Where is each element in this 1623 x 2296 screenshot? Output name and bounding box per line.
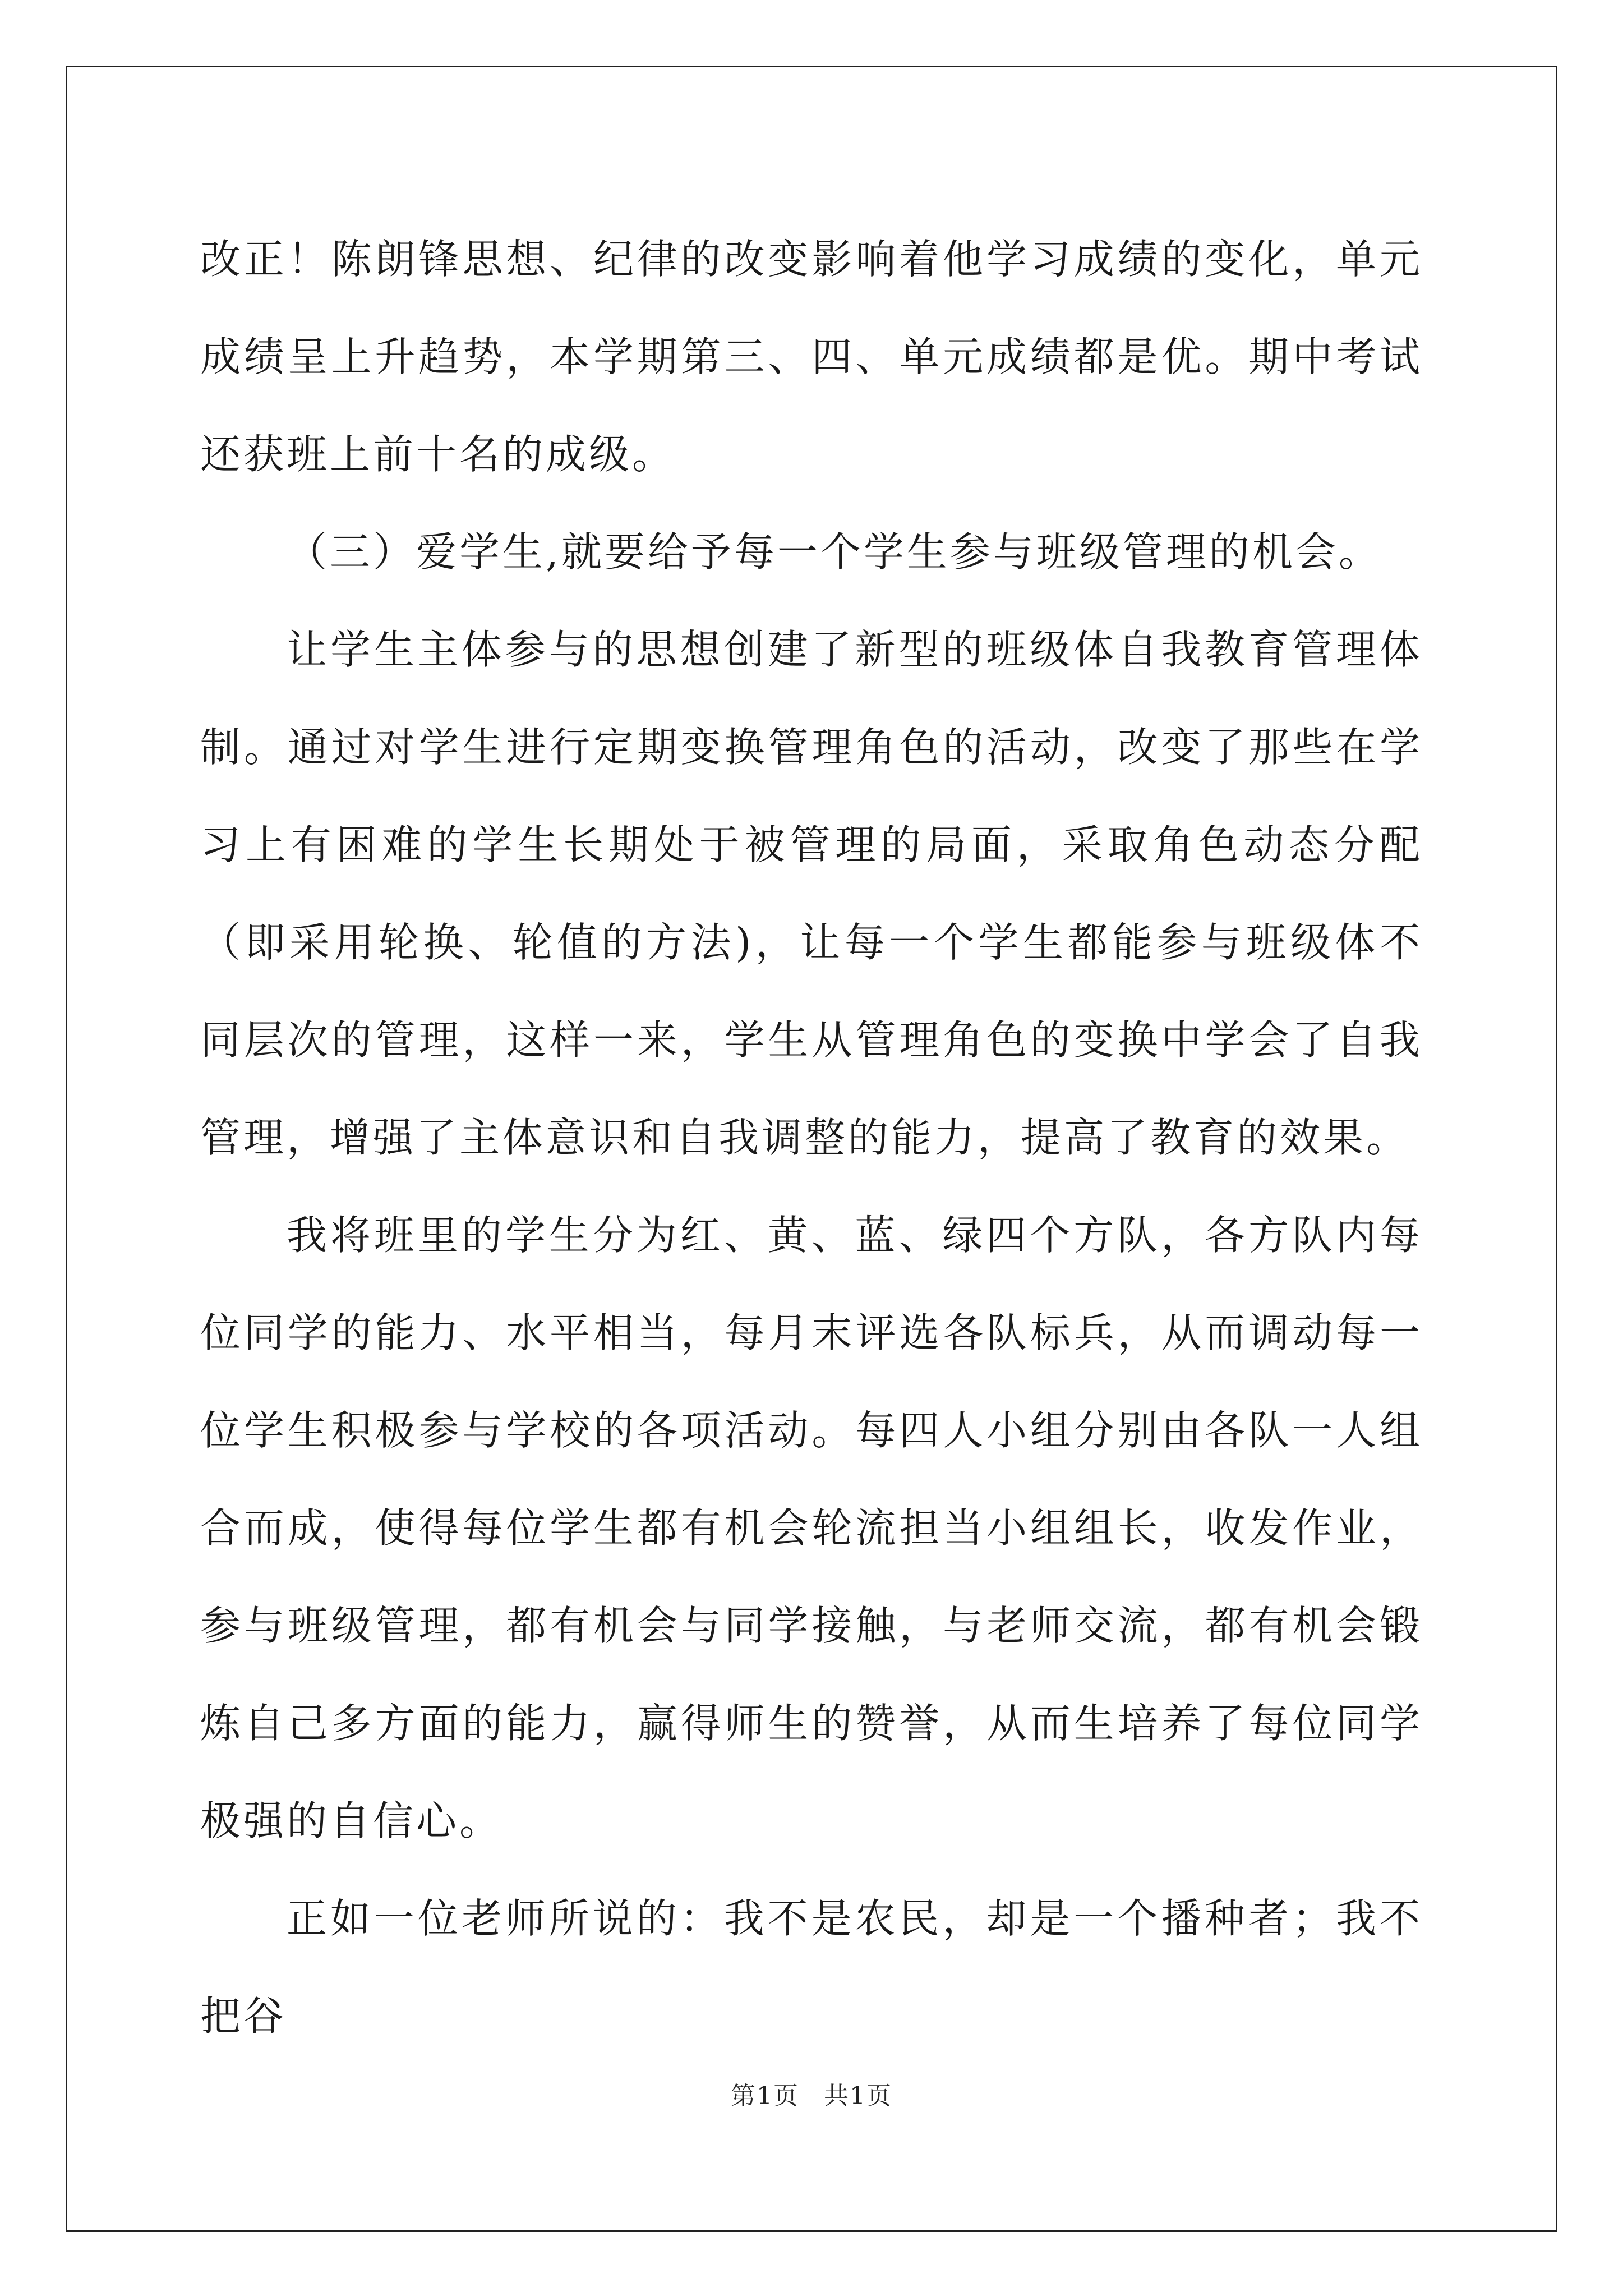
paragraph-3: 让学生主体参与的思想创建了新型的班级体自我教育管理体制。通过对学生进行定期变换管理角色的活动，改变了那些在学习上有困难的学生长期处于被管理的局面，采取角色动态分配（即采用轮换、轮值的方法)，让每一个学生都能参与班级体不同层次的管理，这样一来，学生从管理角色的变换中学会了自我管理，增强了主体意识和自我调整的能力，提高了教育的效果。 <box>200 626 1423 1161</box>
paragraph-1: 改正！陈朗锋思想、纪律的改变影响着他学习成绩的变化，单元成绩呈上升趋势，本学期第三、四、单元成绩都是优。期中考试还获班上前十名的成级。 <box>200 236 1423 478</box>
paragraph-4: 我将班里的学生分为红、黄、蓝、绿四个方队，各方队内每位同学的能力、水平相当，每月末评选各队标兵，从而调动每一位学生积极参与学校的各项活动。每四人小组分别由各队一人组合而成，使得每位学生都有机会轮流担当小组组长，收发作业，参与班级管理，都有机会与同学接触，与老师交流，都有机会锻炼自己多方面的能力，赢得师生的赞誉，从而生培养了每位同学极强的自信心。 <box>200 1212 1423 1844</box>
page-footer <box>0 2076 1623 2111</box>
page-number: 第1页 <box>731 2082 799 2110</box>
page-total: 共1页 <box>824 2082 892 2110</box>
document-body <box>200 210 1423 2065</box>
paragraph-5: 正如一位老师所说的：我不是农民，却是一个播种者；我不把谷 <box>200 1895 1423 2040</box>
paragraph-2-heading: （三）爱学生,就要给予每一个学生参与班级管理的机会。 <box>287 528 1382 576</box>
